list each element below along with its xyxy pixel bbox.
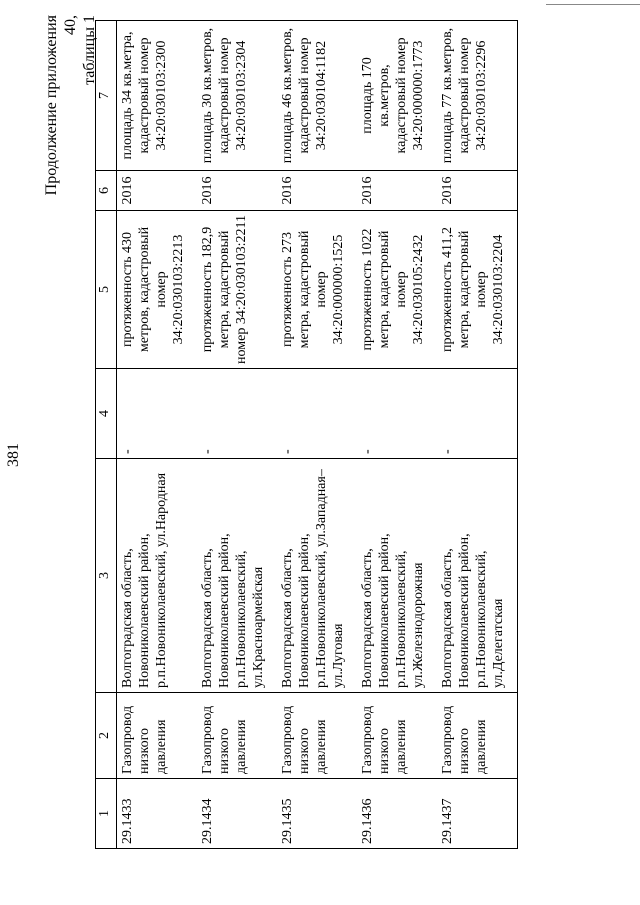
row-number: 29.1437 bbox=[437, 779, 518, 849]
objects-table bbox=[95, 20, 518, 849]
table-row bbox=[277, 21, 357, 849]
column-4-value: - bbox=[357, 369, 437, 459]
object-address: Волгоградская область, Новониколаевский район, р.п.Новониколаевский, ул.Западная–ул.Луговая bbox=[277, 459, 357, 693]
table-row bbox=[437, 21, 518, 849]
object-name: Газопровод низкого давления bbox=[357, 693, 437, 779]
header-cell: 7 bbox=[96, 21, 117, 171]
header-cell: 5 bbox=[96, 211, 117, 369]
object-parameters: протяженность 1022 метра, кадастровый номер 34:20:030105:2432 bbox=[357, 211, 437, 369]
land-info: площадь 170 кв.метров, кадастровый номер 34:20:000000:1773 bbox=[357, 21, 437, 171]
continuation-line-2: таблицы 1 bbox=[81, 15, 98, 85]
land-info: площадь 34 кв.метра, кадастровый номер 34:20:030103:2300 bbox=[117, 21, 198, 171]
year: 2016 bbox=[277, 171, 357, 211]
object-address: Волгоградская область, Новониколаевский район, р.п.Новониколаевский, ул.Народная bbox=[117, 459, 198, 693]
object-name: Газопровод низкого давления bbox=[117, 693, 198, 779]
year: 2016 bbox=[437, 171, 518, 211]
object-address: Волгоградская область, Новониколаевский район, р.п.Новониколаевский, ул.Красноармейская bbox=[197, 459, 277, 693]
object-name: Газопровод низкого давления bbox=[197, 693, 277, 779]
object-parameters: протяженность 430 метров, кадастровый номер 34:20:030103:2213 bbox=[117, 211, 198, 369]
header-cell: 3 bbox=[96, 459, 117, 693]
row-number: 29.1436 bbox=[357, 779, 437, 849]
land-info: площадь 77 кв.метров, кадастровый номер 34:20:030103:2296 bbox=[437, 21, 518, 171]
row-number: 29.1433 bbox=[117, 779, 198, 849]
object-parameters: протяженность 182,9 метра, кадастровый номер 34:20:030103:2211 bbox=[197, 211, 277, 369]
column-4-value: - bbox=[117, 369, 198, 459]
continuation-line-1: Продолжение приложения 40, bbox=[43, 15, 79, 196]
column-4-value: - bbox=[437, 369, 518, 459]
year: 2016 bbox=[197, 171, 277, 211]
object-name: Газопровод низкого давления bbox=[437, 693, 518, 779]
table-row bbox=[357, 21, 437, 849]
column-4-value: - bbox=[277, 369, 357, 459]
land-info: площадь 46 кв.метров, кадастровый номер 34:20:030104:1182 bbox=[277, 21, 357, 171]
row-number: 29.1434 bbox=[197, 779, 277, 849]
header-cell: 2 bbox=[96, 693, 117, 779]
table-row bbox=[117, 21, 198, 849]
header-row bbox=[96, 21, 117, 849]
column-4-value: - bbox=[197, 369, 277, 459]
year: 2016 bbox=[357, 171, 437, 211]
year: 2016 bbox=[117, 171, 198, 211]
header-cell: 6 bbox=[96, 171, 117, 211]
row-number: 29.1435 bbox=[277, 779, 357, 849]
page-number: 381 bbox=[5, 443, 22, 467]
object-parameters: протяженность 411,2 метра, кадастровый номер 34:20:030103:2204 bbox=[437, 211, 518, 369]
object-parameters: протяженность 273 метра, кадастровый номер 34:20:000000:1525 bbox=[277, 211, 357, 369]
land-info: площадь 30 кв.метров, кадастровый номер 34:20:030103:2304 bbox=[197, 21, 277, 171]
header-cell: 1 bbox=[96, 779, 117, 849]
object-address: Волгоградская область, Новониколаевский район, р.п.Новониколаевский, ул.Делегатская bbox=[437, 459, 518, 693]
continuation-note bbox=[42, 15, 99, 215]
header-cell: 4 bbox=[96, 369, 117, 459]
object-name: Газопровод низкого давления bbox=[277, 693, 357, 779]
object-address: Волгоградская область, Новониколаевский район, р.п.Новониколаевский, ул.Железнодорожная bbox=[357, 459, 437, 693]
table-row bbox=[197, 21, 277, 849]
